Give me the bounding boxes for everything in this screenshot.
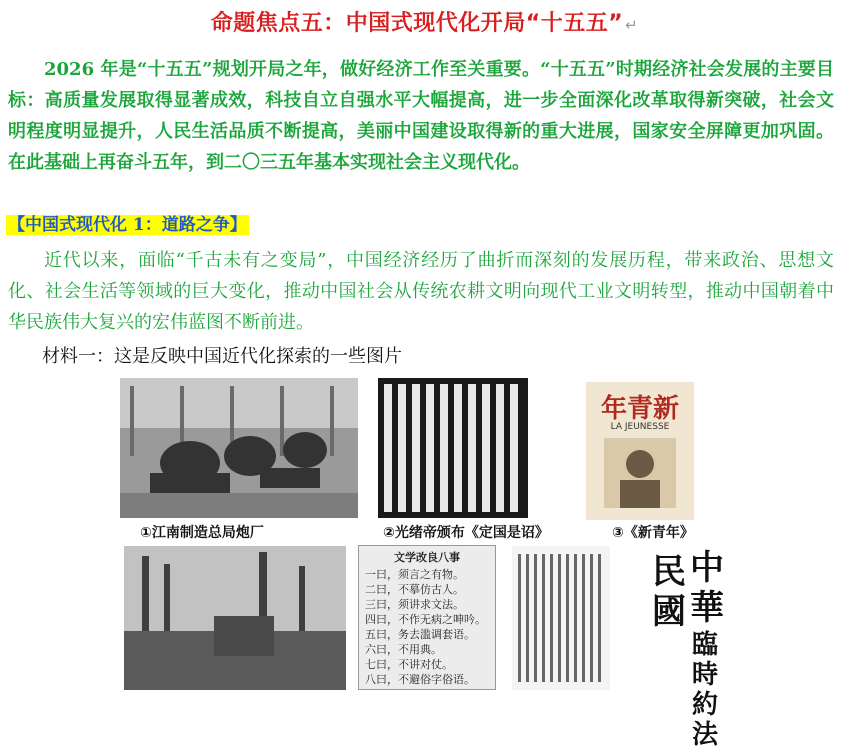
list-item: 八曰，不避俗字俗语。 [365,673,475,686]
list-item: 二曰，不摹仿古人。 [365,583,464,596]
edict-text-icon [378,378,528,518]
material-caption: 材料一：这是反映中国近代化探索的一些图片 [42,346,402,367]
list-item: 五曰，务去滥调套语。 [365,628,475,641]
list-item: 七曰，不讲对仗。 [365,658,453,671]
literature-reform-heading: 文学改良八事 [394,551,460,564]
magazine-cover-photo [586,382,694,520]
paragraph-mark-icon: ↵ [625,16,639,34]
newspaper-text-icon [512,546,610,690]
magazine-subtitle: LA JEUNESSE [610,422,670,432]
factory-photo [120,378,358,518]
literature-reform-box [358,545,496,690]
newspaper-char-col2: 民國 [652,552,686,632]
list-item: 四曰，不作无病之呻吟。 [365,613,486,626]
section-heading-text: 【中国式现代化 1：道路之争】 [8,215,247,235]
image-caption-1: ①江南制造总局炮厂 [140,525,264,541]
list-item: 一曰，须言之有物。 [365,568,464,581]
magazine-title: 年青新 [600,394,679,424]
factory-icon [120,378,358,518]
body-paragraph: 近代以来，面临“千古未有之变局”，中国经济经历了曲折而深刻的发展历程，带来政治、思想文化、社会生活等领域的巨大变化，推动中国社会从传统农耕文明向现代工业文明转型，推动中国朝着中华民族伟大复兴的宏伟蓝图不断前进。 [8,250,834,333]
newspaper-char-col3: 臨時約法 [692,630,719,750]
list-item: 三曰，须讲求文法。 [365,598,464,611]
page-title [0,6,849,37]
newspaper-char-col1: 中華 [690,548,724,628]
list-item: 六曰，不用典。 [365,643,442,656]
intro-paragraph: 2026 年是“十五五”规划开局之年，做好经济工作至关重要。“十五五”时期经济社会发展的主要目标：高质量发展取得显著成效，科技自立自强水平大幅提高，进一步全面深化改革取得新突破，社会文明程度明显提升，人民生活品质不断提高，美丽中国建设取得新的重大进展，国家安全屏障更加巩固。在此基础上再奋斗五年，到二〇三五年基本实现社会主义现代化。 [8,59,834,173]
section-heading [6,214,249,236]
title-text: 命题焦点五：中国式现代化开局“十五五” [210,11,624,36]
portrait-icon [604,438,676,508]
image-caption-2: ②光绪帝颁布《定国是诏》 [383,525,549,541]
image-caption-3: ③《新青年》 [612,525,694,541]
edict-text-photo [378,378,528,518]
industrial-skyline-photo [124,546,346,690]
newspaper-columns-photo [512,546,610,690]
smokestacks-icon [124,546,346,690]
